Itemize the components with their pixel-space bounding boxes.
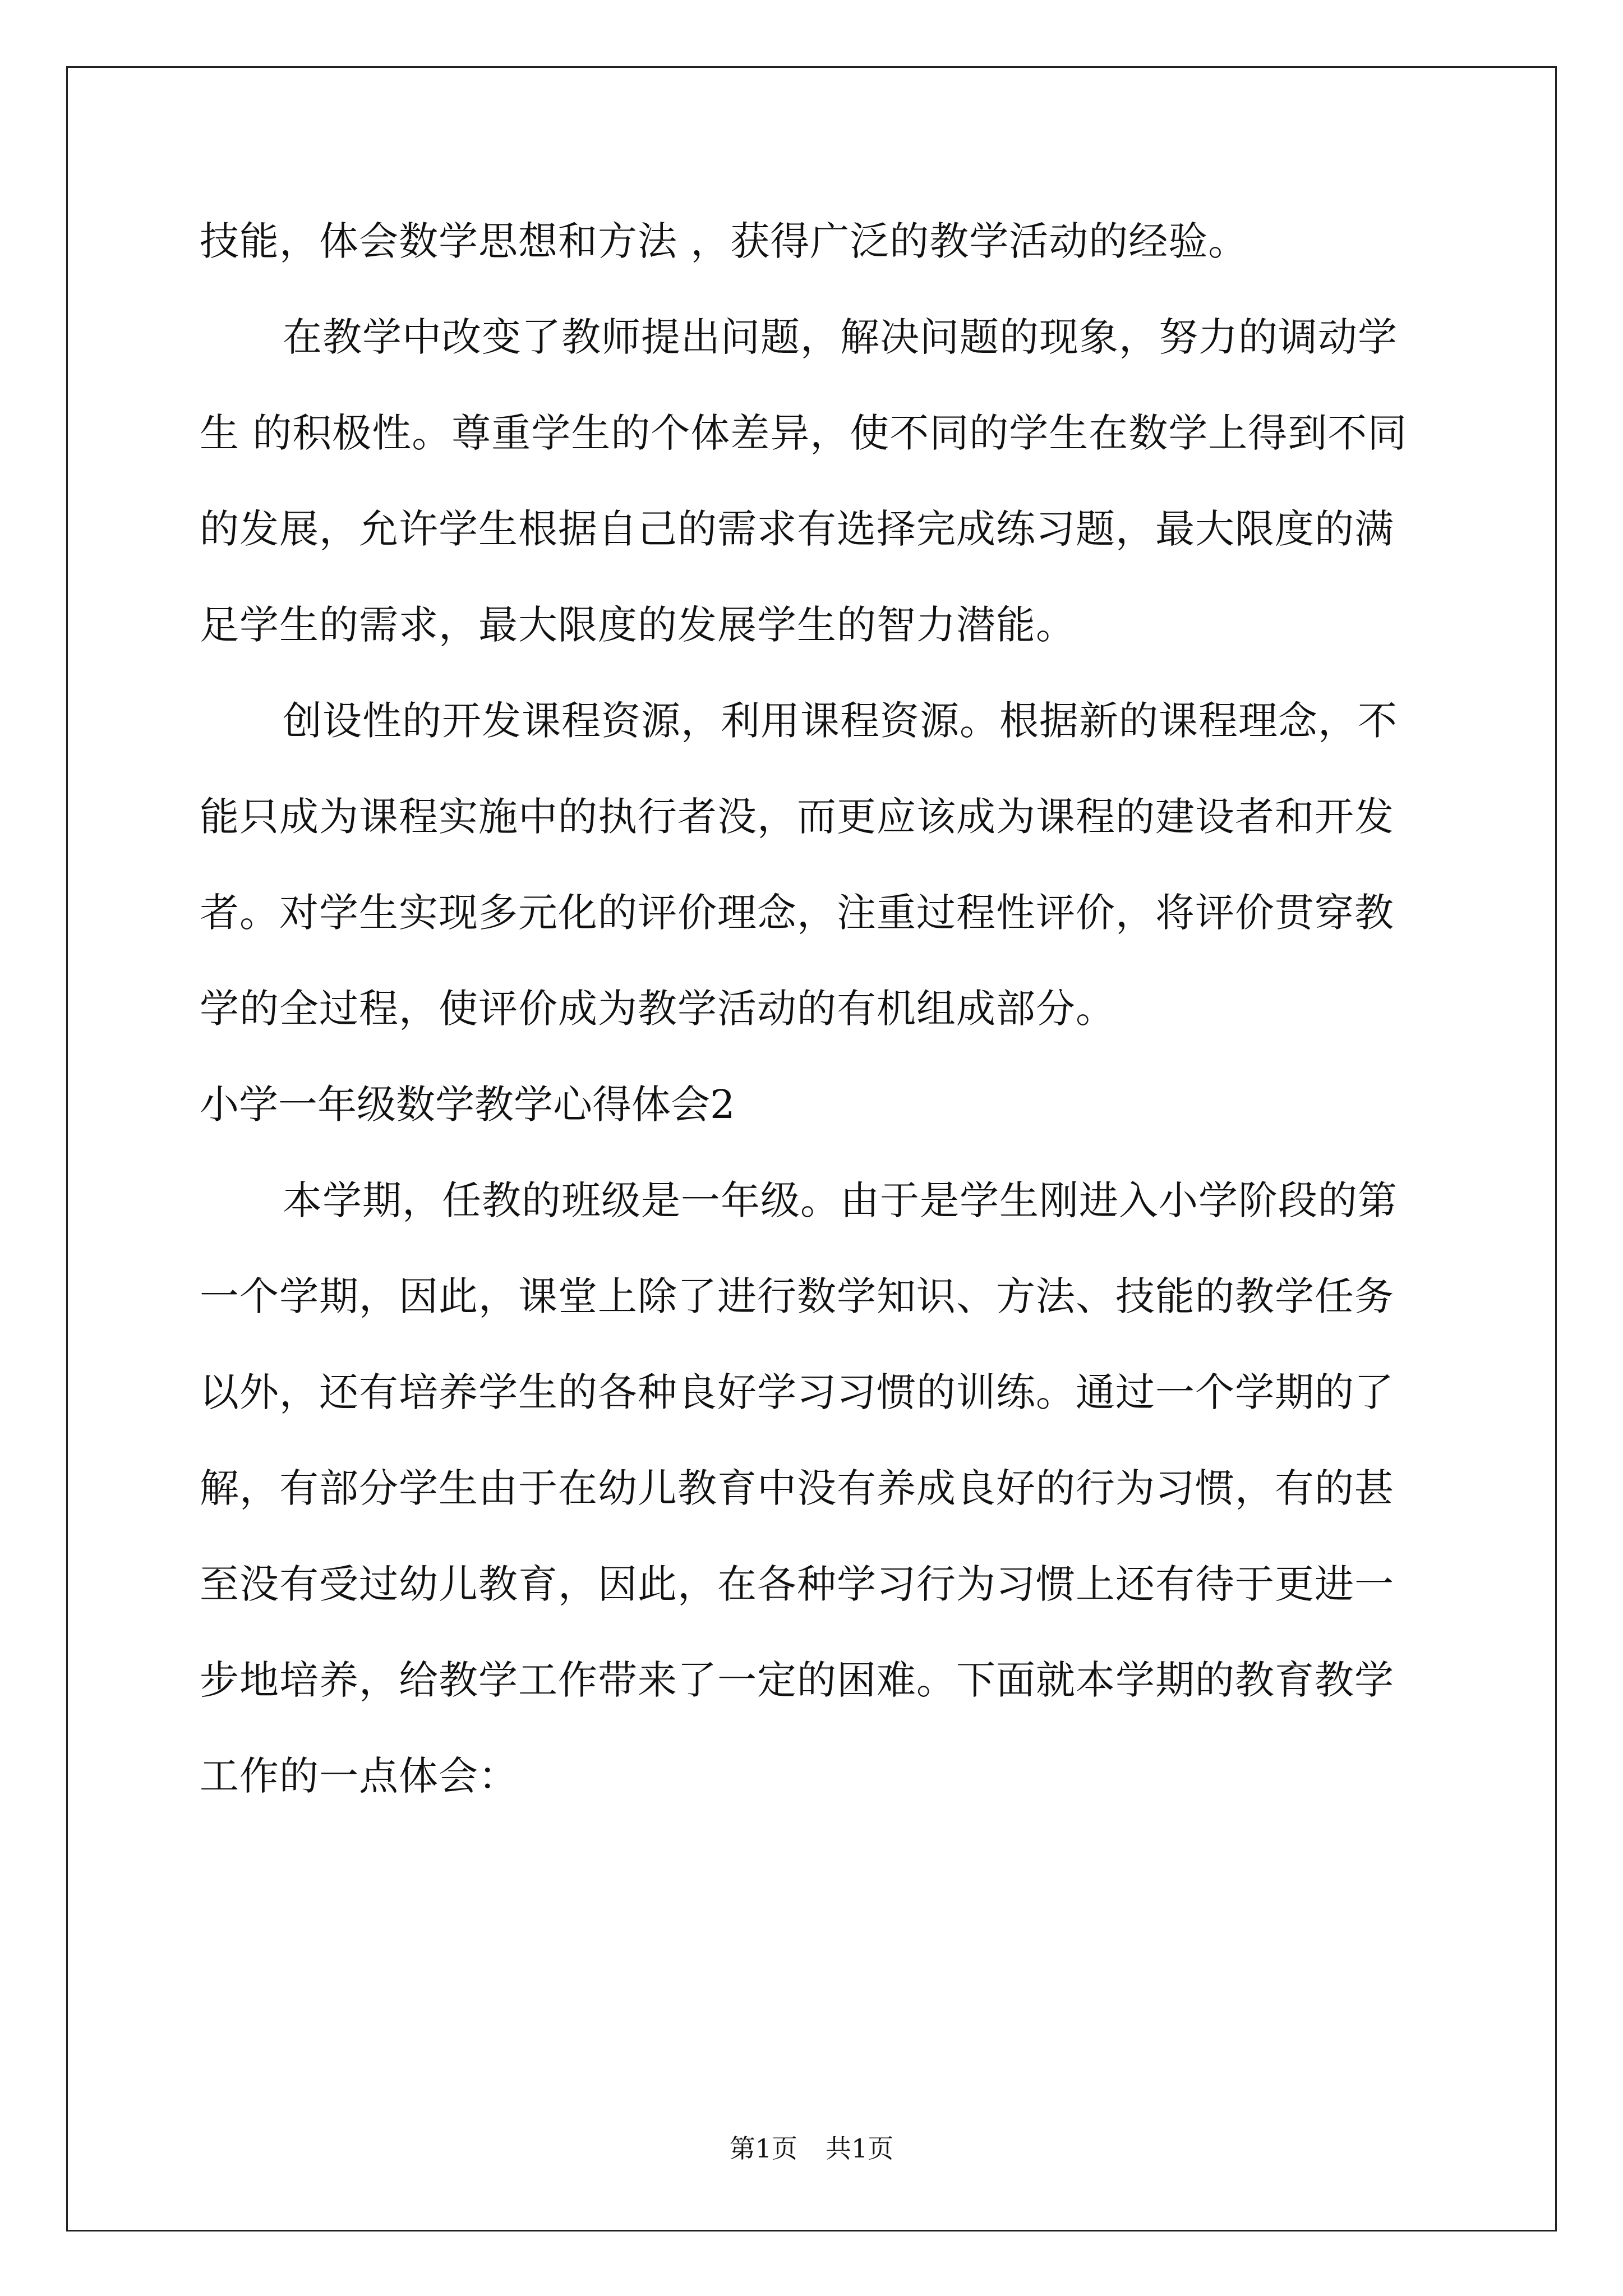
- text-line: 至没有受过幼儿教育，因此，在各种学习行为习惯上还有待于更进一: [200, 1561, 1394, 1607]
- text-line: 能只成为课程实施中的执行者没，而更应该成为课程的建设者和开发: [200, 794, 1394, 840]
- text-line: 工作的一点体会：: [200, 1753, 518, 1799]
- text-line: 足学生的需求，最大限度的发展学生的智力潜能。: [200, 602, 1076, 648]
- text-line: 在教学中改变了教师提出问题，解决问题的现象，努力的调动学: [283, 314, 1398, 360]
- page-number: 第1页: [729, 2133, 797, 2164]
- page-total: 共1页: [826, 2133, 894, 2164]
- section-heading: 小学一年级数学教学心得体会2: [200, 1082, 735, 1128]
- page-footer: [0, 2132, 1623, 2165]
- text-line: 本学期，任教的班级是一年级。由于是学生刚进入小学阶段的第: [283, 1177, 1398, 1223]
- text-line: 技能，体会数学思想和方法 ，获得广泛的教学活动的经验。: [200, 218, 1248, 264]
- text-line: 以外，还有培养学生的各种良好学习习惯的训练。通过一个学期的了: [200, 1369, 1394, 1415]
- text-line: 者。对学生实现多元化的评价理念，注重过程性评价，将评价贯穿教: [200, 890, 1394, 936]
- text-line: 的发展，允许学生根据自己的需求有选择完成练习题，最大限度的满: [200, 506, 1394, 552]
- text-line: 创设性的开发课程资源，利用课程资源。根据新的课程理念，不: [283, 698, 1398, 744]
- text-line: 步地培养，给教学工作带来了一定的困难。下面就本学期的教育教学: [200, 1657, 1394, 1703]
- text-line: 解，有部分学生由于在幼儿教育中没有养成良好的行为习惯，有的甚: [200, 1465, 1394, 1511]
- text-line: 学的全过程，使评价成为教学活动的有机组成部分。: [200, 986, 1115, 1032]
- text-line: 生 的积极性。尊重学生的个体差异，使不同的学生在数学上得到不同: [200, 410, 1408, 456]
- text-line: 一个学期，因此，课堂上除了进行数学知识、方法、技能的教学任务: [200, 1273, 1394, 1319]
- document-body: [200, 213, 1428, 1844]
